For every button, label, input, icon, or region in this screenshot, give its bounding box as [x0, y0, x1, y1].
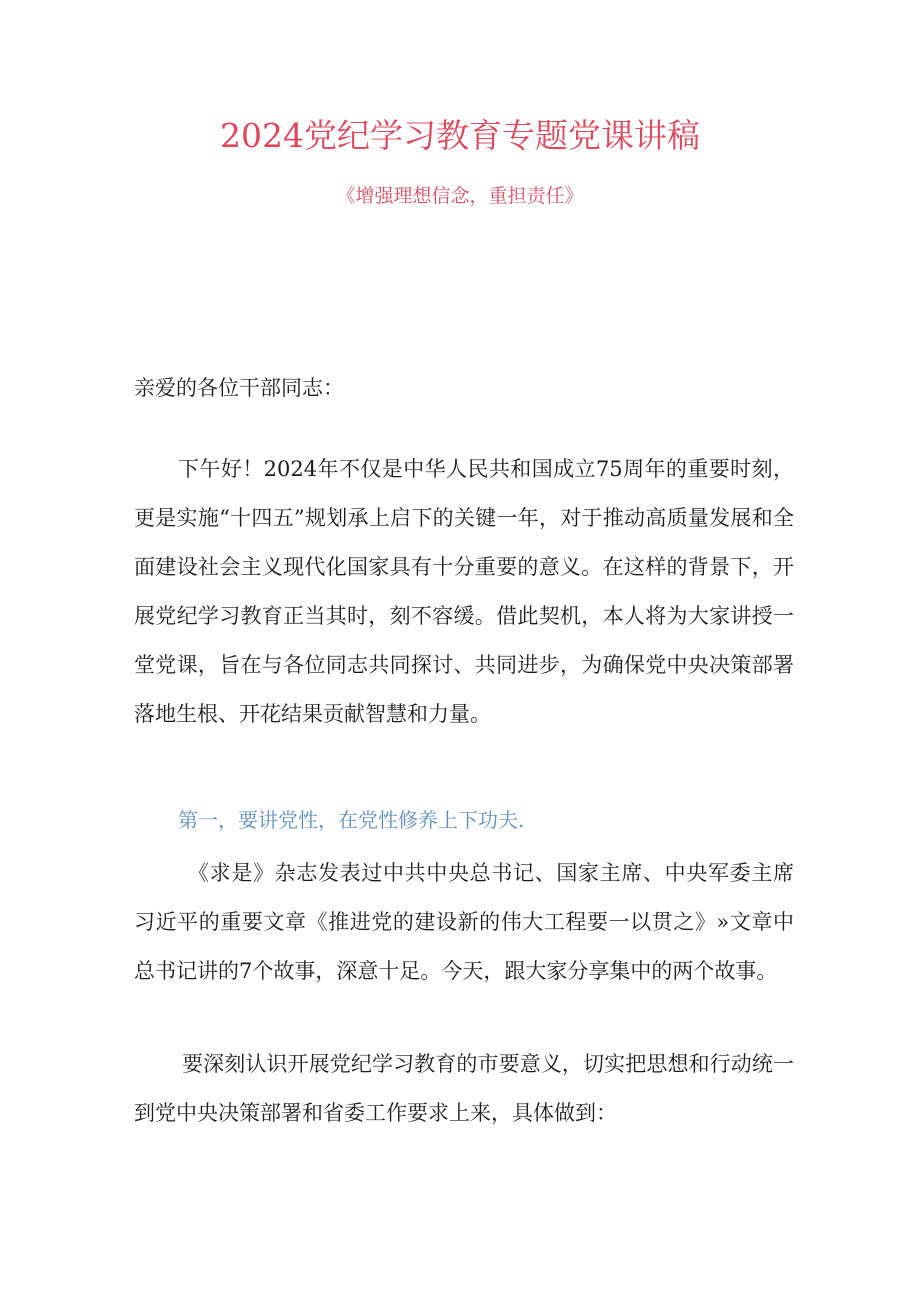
paragraph-qiushi: 《求是》杂志发表过中共中央总书记、国家主席、中央军委主席习近平的重要文章《推进党的建设新的伟大工程要一以贯之》»文章中总书记讲的7个故事，深意十足。今天，跟大家分享集中的两个故事。 — [134, 861, 794, 983]
section-heading-1: 第一，要讲党性，在党性修养上下功夫. — [178, 808, 525, 832]
paragraph-intro: 下午好！2024年不仅是中华人民共和国成立75周年的重要时刻，更是实施“十四五”规划承上启下的关键一年，对于推动高质量发展和全面建设社会主义现代化国家具有十分重要的意义。在这样的背景下，开展党纪学习教育正当其时，刻不容缓。借此契机，本人将为大家讲授一堂党课，旨在与各位同志共同探讨、共同进步，为确保党中央决策部署落地生根、开花结果贡献智慧和力量。 — [134, 457, 794, 726]
salutation: 亲爱的各位干部同志： — [134, 376, 344, 400]
document-subtitle: 《增强理想信念，重担责任》 — [336, 185, 584, 207]
document-title: 2024党纪学习教育专题党课讲稿 — [220, 116, 700, 155]
paragraph-requirements: 要深刻认识开展党纪学习教育的市要意义，切实把思想和行动统一到党中央决策部署和省委工作要求上来，具体做到： — [134, 1052, 794, 1125]
